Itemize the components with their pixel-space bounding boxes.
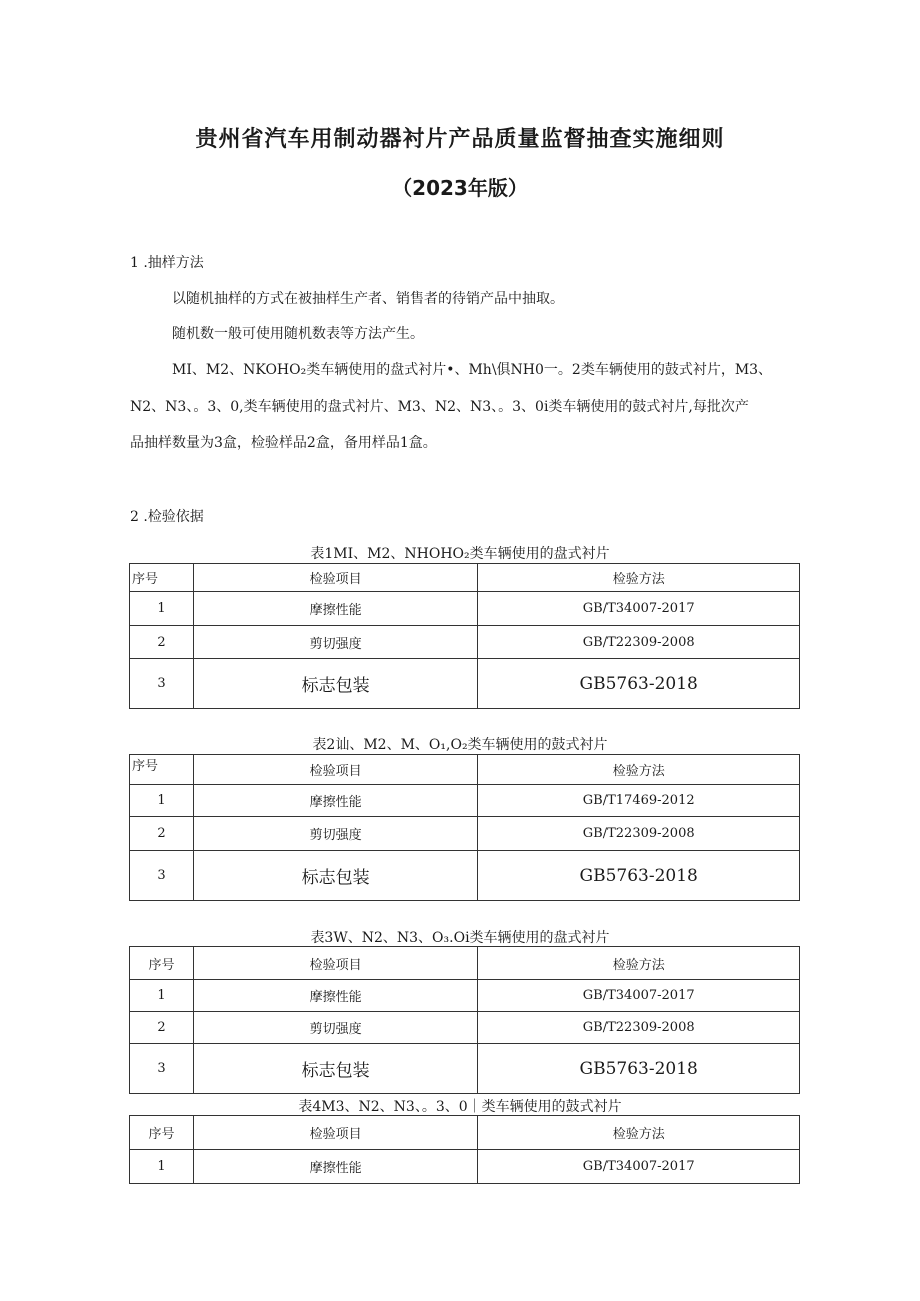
row-item: 摩擦性能 — [193, 980, 478, 1012]
table-row — [130, 659, 800, 709]
table-header-row — [130, 1116, 800, 1150]
section-1-paragraph-3-line-3: 品抽样数量为3盒，检验样品2盒，备用样品1盒。 — [130, 435, 437, 451]
header-item: 检验项目 — [193, 947, 478, 980]
table-header-row — [130, 564, 800, 592]
row-seq: 2 — [130, 626, 194, 659]
section-1-paragraph-3-line-2: N2、N3、。3、0,类车辆使用的盘式衬片、M3、N2、N3、。3、0i类车辆使用的鼓式衬片,每批次产 — [130, 399, 749, 415]
header-method: 检验方法 — [478, 947, 800, 980]
header-seq: 序号 — [130, 564, 194, 592]
row-method: GB5763-2018 — [478, 659, 800, 709]
row-seq: 2 — [130, 1012, 194, 1044]
table-row — [130, 626, 800, 659]
header-seq: 序号 — [130, 1116, 194, 1150]
section-1-paragraph-1: 以随机抽样的方式在被抽样生产者、销售者的待销产品中抽取。 — [172, 291, 564, 307]
table-3 — [129, 946, 800, 1094]
table-4 — [129, 1115, 800, 1184]
table-2 — [129, 754, 800, 901]
row-item: 剪切强度 — [193, 626, 478, 659]
row-method: GB/T22309-2008 — [478, 1012, 800, 1044]
row-item: 摩擦性能 — [193, 1150, 478, 1184]
row-item: 标志包装 — [193, 1044, 478, 1094]
row-method: GB5763-2018 — [478, 1044, 800, 1094]
table-row — [130, 817, 800, 851]
table-row — [130, 1012, 800, 1044]
header-method: 检验方法 — [478, 755, 800, 785]
row-method: GB/T17469-2012 — [478, 785, 800, 817]
row-item: 摩擦性能 — [193, 592, 478, 626]
header-item: 检验项目 — [193, 1116, 478, 1150]
row-method: GB/T22309-2008 — [478, 817, 800, 851]
row-method: GB/T22309-2008 — [478, 626, 800, 659]
row-method: GB/T34007-2017 — [478, 980, 800, 1012]
row-seq: 2 — [130, 817, 194, 851]
table-row — [130, 851, 800, 901]
table-1 — [129, 563, 800, 709]
row-method: GB/T34007-2017 — [478, 592, 800, 626]
table-1-caption: 表1MI、M2、NHOHO₂类车辆使用的盘式衬片 — [310, 546, 610, 562]
table-row — [130, 1044, 800, 1094]
row-item: 剪切强度 — [193, 817, 478, 851]
table-header-row — [130, 755, 800, 785]
table-header-row — [130, 947, 800, 980]
row-seq: 1 — [130, 1150, 194, 1184]
row-item: 摩擦性能 — [193, 785, 478, 817]
row-seq: 1 — [130, 785, 194, 817]
section-1-paragraph-3-line-1: MI、M2、NKOHO₂类车辆使用的盘式衬片•、Mh\俱NH0一。2类车辆使用的鼓式衬片，M3、 — [172, 362, 773, 378]
row-item: 剪切强度 — [193, 1012, 478, 1044]
header-item: 检验项目 — [193, 564, 478, 592]
row-method: GB/T34007-2017 — [478, 1150, 800, 1184]
row-seq: 1 — [130, 592, 194, 626]
document-title: 贵州省汽车用制动器衬片产品质量监督抽查实施细则 — [195, 127, 725, 152]
row-item: 标志包装 — [193, 851, 478, 901]
header-seq: 序号 — [130, 755, 194, 785]
table-row — [130, 785, 800, 817]
row-method: GB5763-2018 — [478, 851, 800, 901]
header-method: 检验方法 — [478, 1116, 800, 1150]
row-item: 标志包装 — [193, 659, 478, 709]
section-1-paragraph-2: 随机数一般可使用随机数表等方法产生。 — [172, 326, 424, 342]
row-seq: 3 — [130, 659, 194, 709]
document-subtitle: （2023年版） — [392, 176, 528, 200]
header-method: 检验方法 — [478, 564, 800, 592]
header-seq: 序号 — [130, 947, 194, 980]
row-seq: 3 — [130, 851, 194, 901]
table-row — [130, 592, 800, 626]
section-1-heading: 1 .抽样方法 — [130, 255, 204, 271]
table-3-caption: 表3W、N2、N3、O₃.Oi类车辆使用的盘式衬片 — [310, 930, 610, 946]
header-item: 检验项目 — [193, 755, 478, 785]
row-seq: 3 — [130, 1044, 194, 1094]
row-seq: 1 — [130, 980, 194, 1012]
table-2-caption: 表2讪、M2、M、O₁,O₂类车辆使用的鼓式衬片 — [312, 737, 608, 753]
table-row — [130, 980, 800, 1012]
table-4-caption: 表4M3、N2、N3、。3、0｜类车辆使用的鼓式衬片 — [298, 1099, 622, 1115]
table-row — [130, 1150, 800, 1184]
section-2-heading: 2 .检验依据 — [130, 509, 204, 525]
